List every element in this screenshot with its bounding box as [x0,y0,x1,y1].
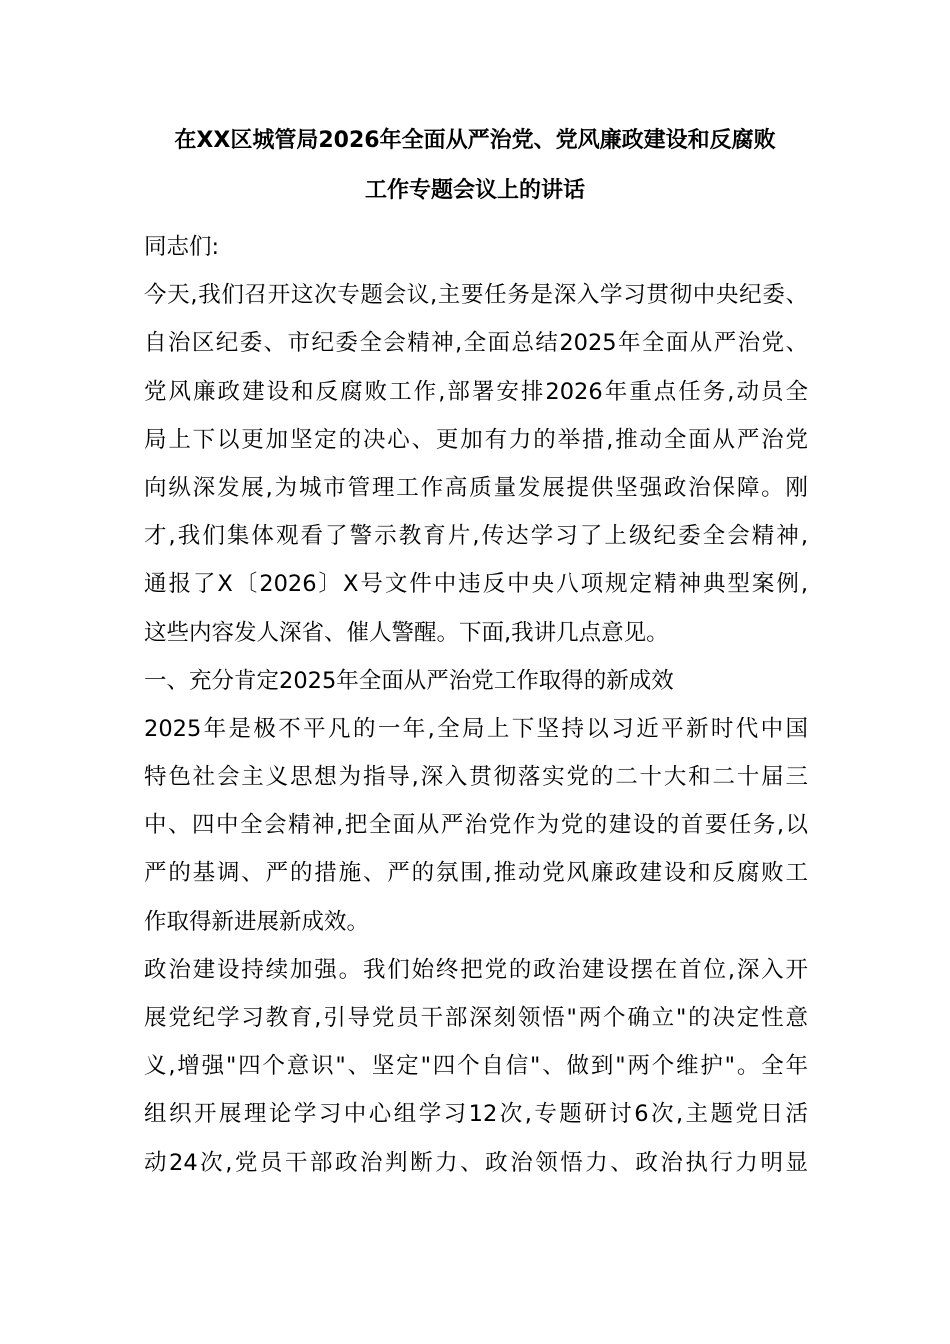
body-line: 向纵深发展,为城市管理工作高质量发展提供坚强政治保障。刚 [144,474,808,501]
body-line: 通报了X〔2026〕X号文件中违反中央八项规定精神典型案例, [144,571,808,598]
body-line: 局上下以更加坚定的决心、更加有力的举措,推动全面从严治党 [144,426,808,453]
body-line: 才,我们集体观看了警示教育片,传达学习了上级纪委全会精神, [144,523,808,550]
body-line: 特色社会主义思想为指导,深入贯彻落实党的二十大和二十届三 [144,764,808,791]
salutation: 同志们: [144,234,220,260]
document-body [144,223,808,1187]
body-line: 动24次,党员干部政治判断力、政治领悟力、政治执行力明显 [144,1149,808,1176]
body-line: 今天,我们召开这次专题会议,主要任务是深入学习贯彻中央纪委、 [144,282,808,309]
body-line: 组织开展理论学习中心组学习12次,专题研讨6次,主题党日活 [144,1101,808,1128]
body-line: 义,增强"四个意识"、坚定"四个自信"、做到"两个维护"。全年 [144,1053,808,1080]
body-line: 严的基调、严的措施、严的氛围,推动党风廉政建设和反腐败工 [144,860,808,887]
body-line: 自治区纪委、市纪委全会精神,全面总结2025年全面从严治党、 [144,330,808,357]
body-line: 展党纪学习教育,引导党员干部深刻领悟"两个确立"的决定性意 [144,1005,808,1031]
body-line: 作取得新进展新成效。 [144,908,370,935]
document-title-line-1: 在XX区城管局2026年全面从严治党、党风廉政建设和反腐败 [174,128,776,153]
body-line: 这些内容发人深省、催人警醒。下面,我讲几点意见。 [144,619,669,646]
document-title-line-2: 工作专题会议上的讲话 [364,178,585,203]
body-line: 党风廉政建设和反腐败工作,部署安排2026年重点任务,动员全 [144,378,808,405]
body-line: 政治建设持续加强。我们始终把党的政治建设摆在首位,深入开 [144,956,808,983]
body-line: 中、四中全会精神,把全面从严治党作为党的建设的首要任务,以 [144,812,808,839]
body-line: 2025年是极不平凡的一年,全局上下坚持以习近平新时代中国 [144,715,808,742]
section-heading: 一、充分肯定2025年全面从严治党工作取得的新成效 [144,667,674,694]
